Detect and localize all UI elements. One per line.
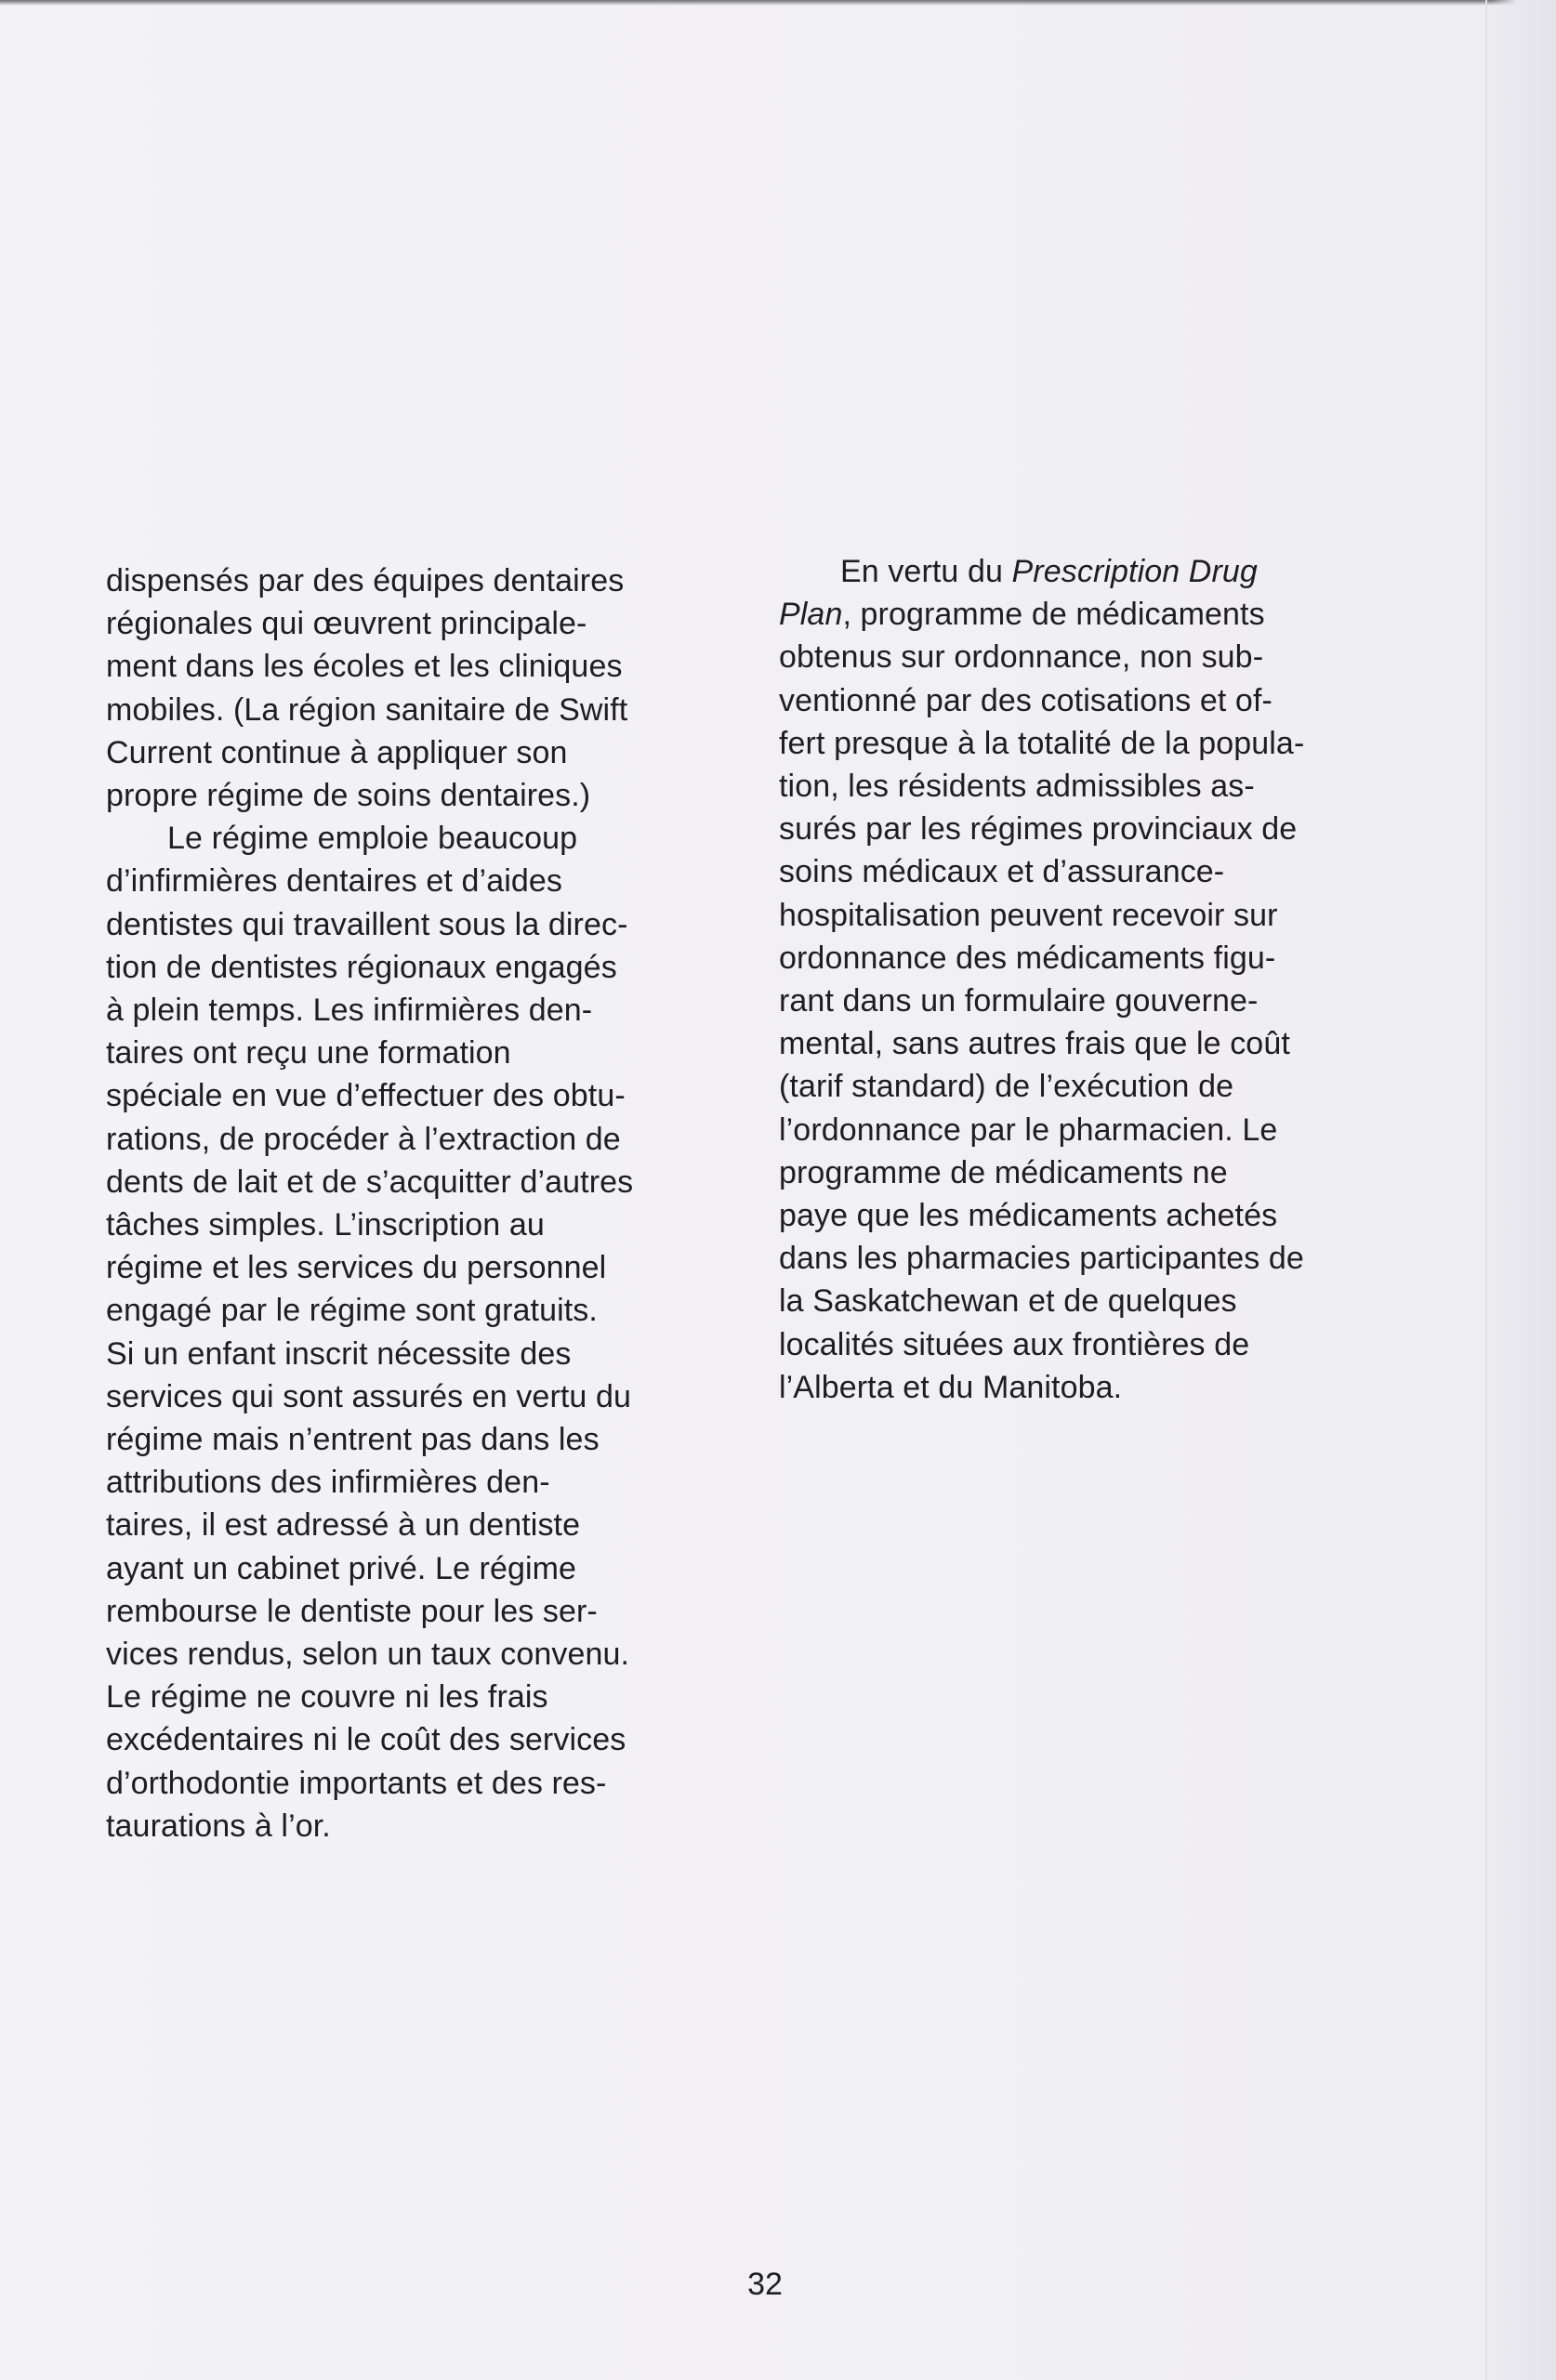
text-line: dans les pharmacies participantes de [779, 1241, 1304, 1277]
page-right-edge [1491, 0, 1556, 2380]
text-line: engagé par le régime sont gratuits. [106, 1293, 598, 1329]
text-line: tâches simples. L’inscription au [106, 1207, 545, 1243]
text-line: dentistes qui travaillent sous la direc- [106, 906, 628, 942]
text-line: d’infirmières dentaires et d’aides [106, 863, 562, 900]
text-line: à plein temps. Les infirmières den- [106, 993, 593, 1029]
text-line: taires, il est adressé à un dentiste [106, 1507, 581, 1544]
text-line: vices rendus, selon un taux convenu. [106, 1637, 630, 1673]
text-line: mobiles. (La région sanitaire de Swift [106, 691, 628, 728]
text-line: excédentaires ni le coût des services [106, 1722, 626, 1758]
text-line: tion de dentistes régionaux engagés [106, 949, 617, 985]
text-line: régime mais n’entrent pas dans les [106, 1422, 600, 1458]
text-line: taires ont reçu une formation [106, 1035, 511, 1072]
text-line: Le régime ne couvre ni les frais [106, 1679, 548, 1716]
text-line: ventionné par des cotisations et of- [779, 682, 1272, 718]
text-line: Si un enfant inscrit nécessite des [106, 1335, 572, 1372]
paragraph-start-line [779, 550, 1420, 593]
text-line: paye que les médicaments achetés [779, 1198, 1278, 1234]
text-line: dents de lait et de s’acquitter d’autres [106, 1164, 634, 1200]
italic-title-run: Prescription Drug [1011, 554, 1258, 589]
text-line: régime et les services du personnel [106, 1250, 607, 1286]
text-line: localités situées aux frontières de [779, 1326, 1250, 1362]
page-number: 32 [747, 2267, 783, 2302]
text-line: obtenus sur ordonnance, non sub- [779, 639, 1264, 676]
text-line: soins médicaux et d’assurance- [779, 854, 1225, 890]
paragraph-start-line: Le régime emploie beaucoup [167, 821, 578, 857]
text-line: hospitalisation peuvent recevoir sur [779, 897, 1278, 933]
page-top-edge [0, 0, 1556, 6]
text-line: Current continue à appliquer son [106, 734, 568, 770]
text-line: l’ordonnance par le pharmacien. Le [779, 1111, 1278, 1148]
text-line [779, 593, 1420, 636]
text-line: rant dans un formulaire gouverne- [779, 983, 1259, 1019]
text-line: (tarif standard) de l’exécution de [779, 1069, 1234, 1105]
text-line: rations, de procéder à l’extraction de [106, 1121, 621, 1157]
text-line: ayant un cabinet privé. Le régime [106, 1550, 577, 1586]
italic-title-run: Plan [779, 597, 843, 633]
text-line: ment dans les écoles et les cliniques [106, 649, 623, 685]
text-run: En vertu du [840, 554, 1012, 589]
right-text-column [779, 550, 1420, 1409]
text-line: tion, les résidents admissibles as- [779, 769, 1255, 805]
text-line: la Saskatchewan et de quelques [779, 1283, 1237, 1320]
text-line: programme de médicaments ne [779, 1154, 1228, 1190]
text-line: propre régime de soins dentaires.) [106, 778, 591, 814]
text-line: taurations à l’or. [106, 1808, 331, 1844]
page-fold-line [1485, 0, 1487, 2380]
text-line: ordonnance des médicaments figu- [779, 940, 1276, 976]
text-line: mental, sans autres frais que le coût [779, 1026, 1290, 1062]
text-line: surés par les régimes provinciaux de [779, 811, 1298, 848]
text-line: d’orthodontie importants et des res- [106, 1765, 607, 1801]
text-line: rembourse le dentiste pour les ser- [106, 1593, 598, 1629]
left-text-column [106, 559, 747, 1847]
text-run: , programme de médicaments [842, 597, 1265, 633]
text-line: services qui sont assurés en vertu du [106, 1378, 631, 1414]
text-line: attributions des infirmières den- [106, 1465, 550, 1501]
text-line: dispensés par des équipes dentaires [106, 563, 625, 598]
text-line: fert presque à la totalité de la popula- [779, 725, 1305, 761]
text-line: régionales qui œuvrent principale- [106, 606, 587, 642]
text-line: l’Alberta et du Manitoba. [779, 1369, 1123, 1405]
text-line: spéciale en vue d’effectuer des obtu- [106, 1078, 626, 1114]
